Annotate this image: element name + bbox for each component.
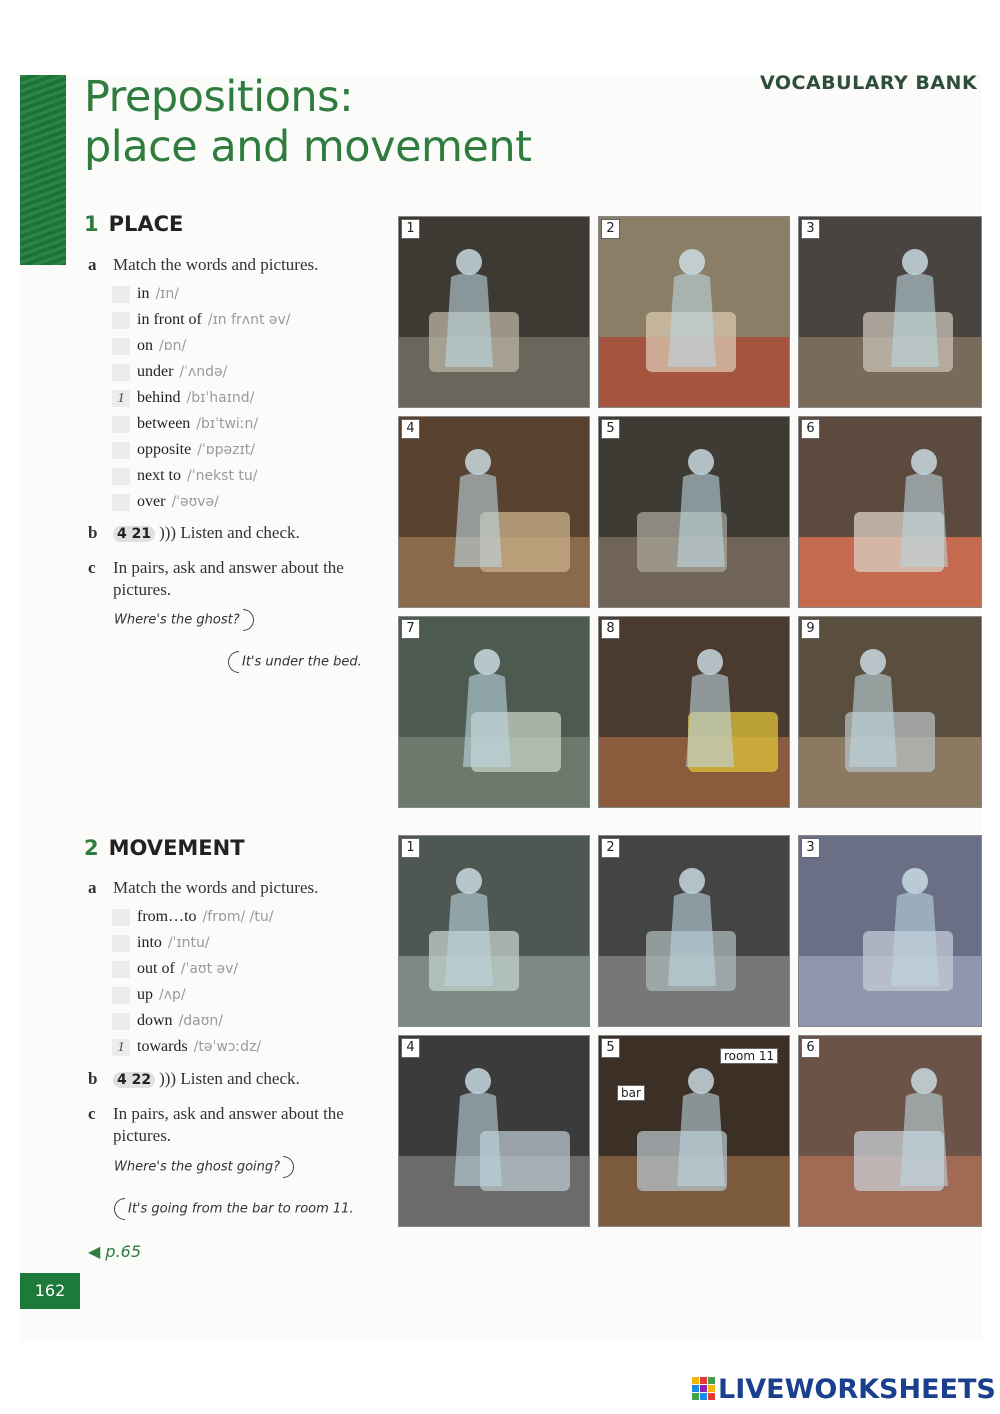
vocab-word: from…to — [137, 908, 197, 925]
answer-box[interactable] — [112, 364, 130, 381]
phonetic-transcription: /təˈwɔːdz/ — [193, 1039, 262, 1055]
item-letter: b — [88, 1069, 98, 1088]
phonetic-transcription: /ɪn/ — [155, 286, 179, 302]
answer-box[interactable] — [112, 312, 130, 329]
picture-3 — [798, 216, 982, 408]
scene-illustration — [599, 836, 789, 1026]
picture-6 — [798, 416, 982, 608]
scene-illustration — [599, 1036, 789, 1226]
answer-box[interactable] — [112, 442, 130, 459]
word-row — [112, 934, 210, 954]
answer-box[interactable] — [112, 909, 130, 926]
room-11-label: room 11 — [720, 1048, 778, 1064]
answer-box[interactable] — [112, 935, 130, 952]
word-row — [112, 986, 186, 1006]
phonetic-transcription: /ˈʌndə/ — [179, 364, 228, 380]
picture-number: 7 — [401, 619, 420, 639]
back-page-link[interactable] — [88, 1242, 141, 1261]
word-row — [112, 415, 258, 435]
picture-number: 3 — [801, 838, 820, 858]
item-letter: b — [88, 523, 98, 542]
phonetic-transcription: /ˈaʊt əv/ — [180, 961, 239, 977]
back-link-label: p.65 — [105, 1242, 142, 1261]
speech-bubble-icon — [283, 1156, 294, 1178]
answer-box[interactable] — [112, 987, 130, 1004]
vocab-word: under — [137, 363, 174, 380]
scene-illustration — [399, 217, 589, 407]
phonetic-transcription: /frɒm/ /tu/ — [202, 909, 274, 925]
answer-box[interactable]: 1 — [112, 1039, 130, 1056]
word-row — [112, 960, 238, 980]
picture-2 — [598, 835, 790, 1027]
movement-question-bubble — [114, 1156, 294, 1178]
phonetic-transcription: /ˈɒpəzɪt/ — [197, 442, 255, 458]
phonetic-transcription: /ˈəʊvə/ — [171, 494, 219, 510]
vocab-word: towards — [137, 1038, 188, 1055]
word-row — [112, 467, 257, 487]
item-letter: a — [88, 255, 97, 274]
instruction-text: Match the words and pictures. — [113, 878, 319, 897]
scene-illustration — [799, 617, 981, 807]
picture-number: 3 — [801, 219, 820, 239]
picture-9 — [798, 616, 982, 808]
word-row — [112, 363, 227, 383]
liveworksheets-logo[interactable] — [692, 1374, 996, 1405]
answer-text: It's under the bed. — [242, 654, 362, 670]
word-row — [112, 1038, 261, 1058]
phonetic-transcription: /ʌp/ — [159, 987, 186, 1003]
scene-illustration — [399, 1036, 589, 1226]
answer-box[interactable] — [112, 1013, 130, 1030]
word-row — [112, 389, 254, 409]
picture-number: 2 — [601, 219, 620, 239]
instruction-text: In pairs, ask and answer about the — [113, 1104, 344, 1123]
scene-illustration — [599, 617, 789, 807]
answer-box[interactable] — [112, 416, 130, 433]
phonetic-transcription: /ˈɪntu/ — [167, 935, 210, 951]
picture-number: 1 — [401, 838, 420, 858]
picture-3 — [798, 835, 982, 1027]
item-letter: a — [88, 878, 97, 897]
item-letter: c — [88, 1104, 96, 1123]
left-arrow-icon: ◀ — [88, 1242, 101, 1261]
green-margin-bar — [20, 75, 66, 265]
brand-name: LIVEWORKSHEETS — [718, 1374, 996, 1405]
scene-illustration — [799, 217, 981, 407]
section-number: 1 — [84, 212, 99, 236]
section-number: 2 — [84, 836, 99, 860]
answer-box[interactable] — [112, 338, 130, 355]
vocab-word: in front of — [137, 311, 202, 328]
picture-number: 6 — [801, 1038, 820, 1058]
audio-track-badge[interactable]: 4 21 — [113, 526, 155, 542]
vocab-word: between — [137, 415, 191, 432]
picture-4 — [398, 416, 590, 608]
picture-1 — [398, 216, 590, 408]
picture-number: 5 — [601, 419, 620, 439]
place-question-bubble — [114, 609, 254, 631]
scene-illustration — [799, 836, 981, 1026]
audio-track-badge[interactable]: 4 22 — [113, 1072, 155, 1088]
word-row — [112, 311, 291, 331]
liveworksheets-grid-icon — [692, 1377, 716, 1401]
title-line-2: place and movement — [84, 122, 532, 172]
movement-answer-bubble — [114, 1198, 354, 1220]
bar-label: bar — [617, 1085, 645, 1101]
vocab-word: on — [137, 337, 153, 354]
picture-2 — [598, 216, 790, 408]
phonetic-transcription: /ˈnekst tu/ — [187, 468, 258, 484]
item-letter: c — [88, 558, 96, 577]
phonetic-transcription: /daʊn/ — [178, 1013, 223, 1029]
instruction-text: Listen and check. — [180, 1069, 300, 1088]
vocab-word: opposite — [137, 441, 192, 458]
title-line-1: Prepositions: — [84, 72, 354, 122]
instruction-text: pictures. — [113, 1126, 172, 1145]
word-row — [112, 493, 219, 513]
audio-icon: ))) — [159, 523, 177, 542]
instruction-text: Match the words and pictures. — [113, 255, 319, 274]
word-row — [112, 285, 179, 305]
answer-box[interactable] — [112, 286, 130, 303]
speech-bubble-icon — [114, 1198, 125, 1220]
vocab-word: out of — [137, 960, 175, 977]
answer-text: It's going from the bar to room 11. — [128, 1201, 354, 1217]
vocabulary-bank-label: VOCABULARY BANK — [760, 72, 978, 94]
vocab-word: over — [137, 493, 166, 510]
picture-number: 6 — [801, 419, 820, 439]
section-title: MOVEMENT — [108, 836, 245, 860]
question-text: Where's the ghost? — [114, 612, 240, 628]
audio-icon: ))) — [159, 1069, 177, 1088]
word-row — [112, 1012, 223, 1032]
instruction-text: In pairs, ask and answer about the — [113, 558, 344, 577]
answer-box[interactable]: 1 — [112, 390, 130, 407]
scene-illustration — [599, 417, 789, 607]
vocab-word: next to — [137, 467, 181, 484]
speech-bubble-icon — [228, 651, 239, 673]
answer-box[interactable] — [112, 961, 130, 978]
picture-6 — [798, 1035, 982, 1227]
vocab-word: behind — [137, 389, 181, 406]
page-number: 162 — [20, 1273, 80, 1309]
picture-number: 5 — [601, 1038, 620, 1058]
picture-1 — [398, 835, 590, 1027]
word-row — [112, 337, 186, 357]
scene-illustration — [399, 617, 589, 807]
word-row — [112, 441, 255, 461]
instruction-text: Listen and check. — [180, 523, 300, 542]
picture-4 — [398, 1035, 590, 1227]
vocab-word: down — [137, 1012, 173, 1029]
answer-box[interactable] — [112, 494, 130, 511]
vocab-word: in — [137, 285, 150, 302]
picture-8 — [598, 616, 790, 808]
scene-illustration — [799, 417, 981, 607]
picture-number: 4 — [401, 1038, 420, 1058]
section-movement-heading — [84, 836, 245, 860]
place-answer-bubble — [228, 651, 362, 673]
scene-illustration — [399, 417, 589, 607]
scene-illustration — [799, 1036, 981, 1226]
vocab-word: up — [137, 986, 153, 1003]
word-row — [112, 908, 273, 928]
phonetic-transcription: /bɪˈtwiːn/ — [196, 416, 259, 432]
speech-bubble-icon — [243, 609, 254, 631]
vocab-word: into — [137, 934, 162, 951]
section-place-heading — [84, 212, 183, 236]
picture-5 — [598, 416, 790, 608]
picture-number: 9 — [801, 619, 820, 639]
phonetic-transcription: /ɒn/ — [159, 338, 187, 354]
scene-illustration — [399, 836, 589, 1026]
instruction-text: pictures. — [113, 580, 172, 599]
question-text: Where's the ghost going? — [114, 1159, 281, 1175]
picture-number: 8 — [601, 619, 620, 639]
page-title — [84, 72, 531, 172]
scene-illustration — [599, 217, 789, 407]
picture-number: 2 — [601, 838, 620, 858]
picture-number: 4 — [401, 419, 420, 439]
answer-box[interactable] — [112, 468, 130, 485]
picture-7 — [398, 616, 590, 808]
phonetic-transcription: /bɪˈhaɪnd/ — [186, 390, 255, 406]
section-title: PLACE — [108, 212, 184, 236]
picture-number: 1 — [401, 219, 420, 239]
phonetic-transcription: /ɪn frʌnt əv/ — [207, 312, 291, 328]
